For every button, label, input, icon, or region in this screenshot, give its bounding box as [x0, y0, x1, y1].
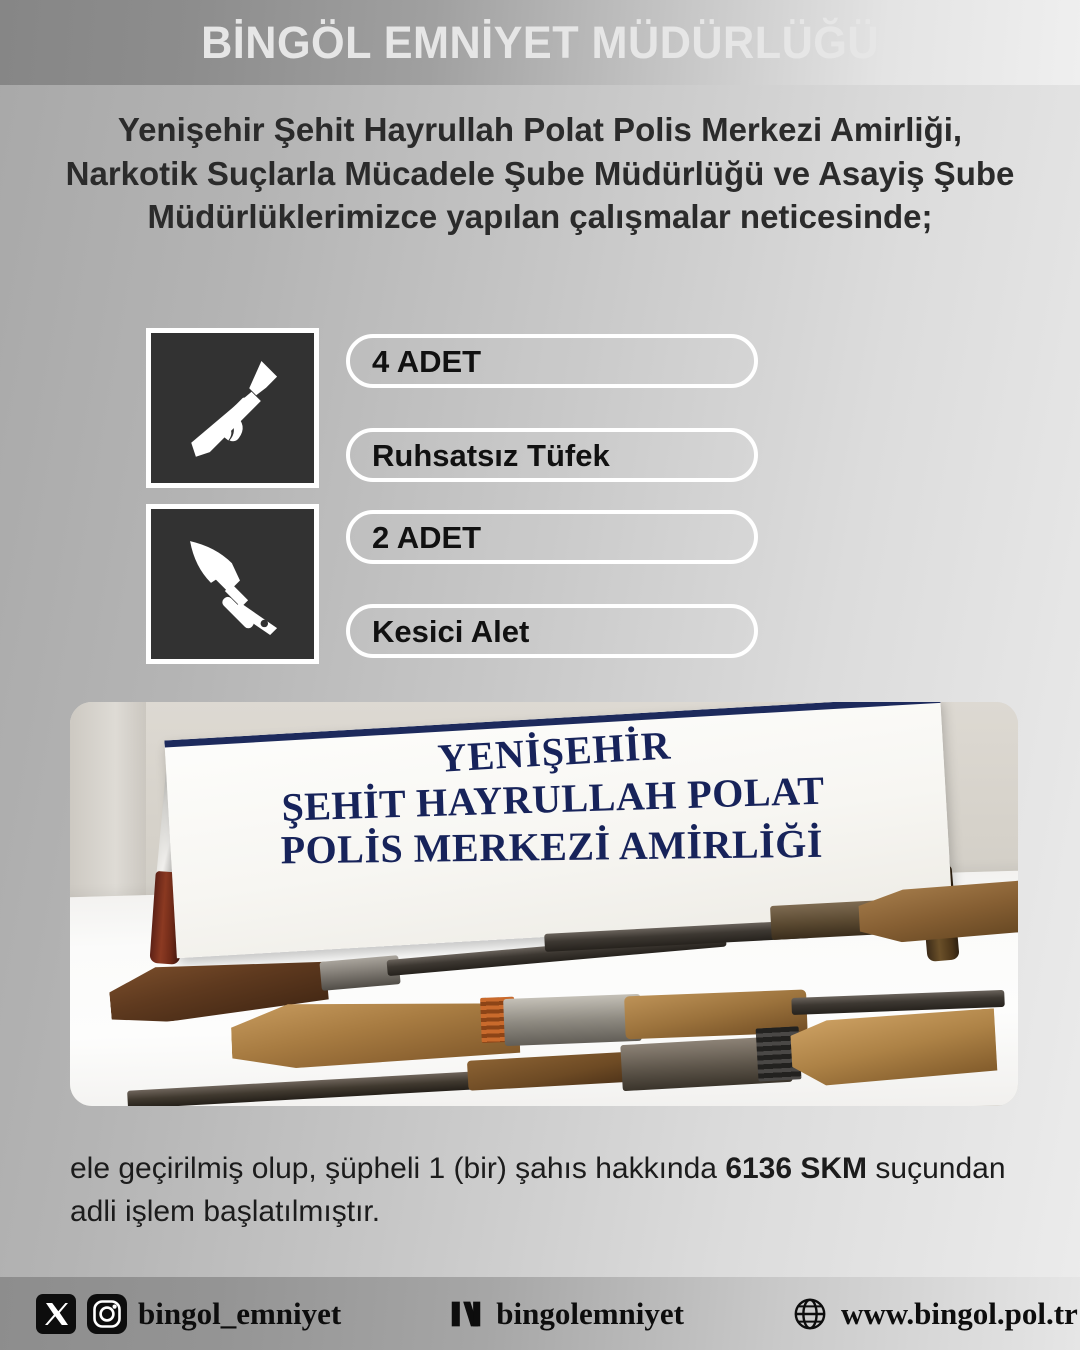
instagram-icon[interactable] [87, 1294, 127, 1334]
x-icon[interactable] [36, 1294, 76, 1334]
seized-items-list [0, 328, 1080, 680]
gun-barrel [127, 1069, 520, 1106]
nsosyal-handle[interactable]: bingolemniyet [496, 1295, 684, 1331]
name-pill [346, 604, 758, 658]
name-pill [346, 428, 758, 482]
evidence-photo [70, 702, 1018, 1106]
name-label: Kesici Alet [372, 613, 530, 649]
outro-after: suçundan adli işlem başlatılmıştır. [70, 1152, 1006, 1228]
social-account-twitter-instagram[interactable] [36, 1294, 341, 1334]
knife-icon-box [146, 504, 319, 664]
gun-forend [467, 1052, 639, 1092]
footer-bar [0, 1277, 1080, 1350]
outro-before: ele geçirilmiş olup, şüpheli 1 (bir) şahıs hakkında [70, 1152, 726, 1185]
knife-labels [346, 504, 758, 664]
header-bar [0, 0, 1080, 85]
list-item [0, 504, 1080, 664]
list-item [0, 328, 1080, 488]
law-code-highlight: 6136 SKM [725, 1152, 868, 1185]
twitter-instagram-handle[interactable]: bingol_emniyet [138, 1295, 342, 1331]
website-url[interactable]: www.bingol.pol.tr [840, 1295, 1078, 1331]
knife-icon [175, 526, 291, 642]
gun-stock [858, 879, 1018, 947]
nsosyal-icon[interactable] [447, 1295, 485, 1333]
gun-stock [790, 1009, 998, 1088]
count-label: 4 ADET [372, 343, 482, 379]
intro-paragraph: Yenişehir Şehit Hayrullah Polat Polis Merkezi Amirliği, Narkotik Suçlarla Mücadele Şube Müdürlüğü ve Asayiş Şube Müdürlüklerimizce yapılan çalışmalar neticesinde; [65, 111, 1015, 236]
sign-line-2: ŞEHİT HAYRULLAH POLAT [280, 767, 825, 830]
outro-paragraph [70, 1148, 1015, 1233]
shotgun-icon [175, 350, 291, 466]
website-link[interactable] [790, 1294, 1078, 1334]
globe-icon[interactable] [790, 1294, 830, 1334]
count-label: 2 ADET [372, 519, 482, 555]
name-label: Ruhsatsız Tüfek [372, 437, 610, 473]
shotgun-icon-box [146, 328, 319, 488]
count-pill [346, 334, 758, 388]
count-pill [346, 510, 758, 564]
sign-line-1: YENİŞEHİR [436, 722, 672, 782]
sign-line-3: POLİS MERKEZİ AMİRLİĞİ [279, 821, 823, 873]
page-title: BİNGÖL EMNİYET MÜDÜRLÜĞÜ [201, 16, 879, 68]
shotgun-labels [346, 328, 758, 488]
social-account-nsosyal[interactable] [447, 1295, 684, 1333]
